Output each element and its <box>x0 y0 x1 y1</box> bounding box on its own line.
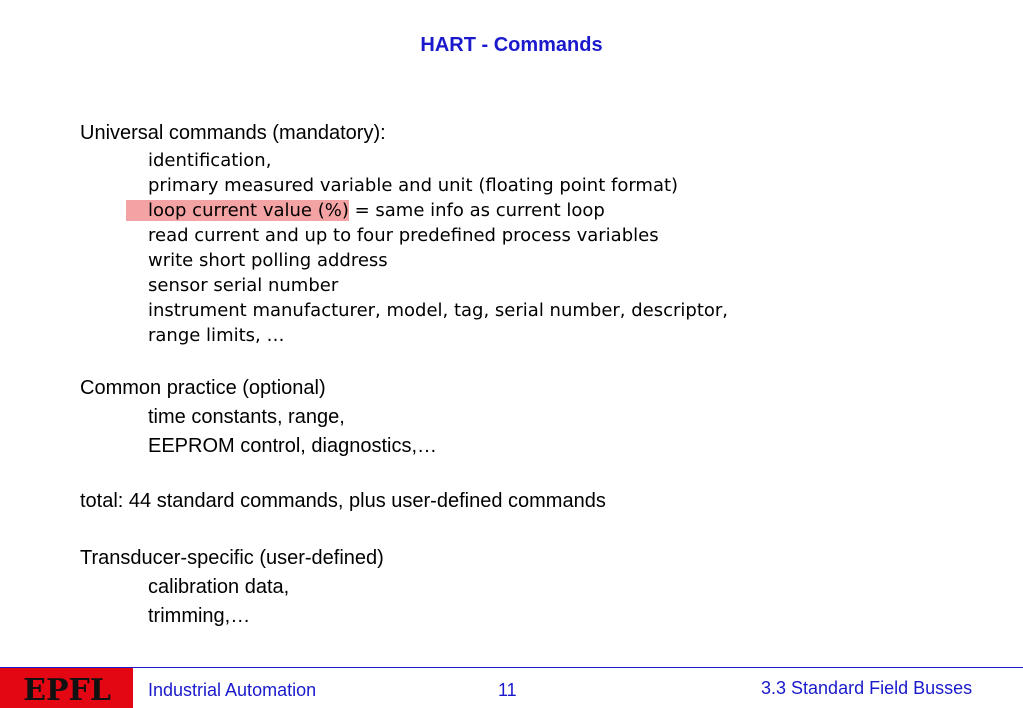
transducer-heading: Transducer-specific (user-defined) <box>80 547 384 569</box>
list-item: identification, <box>148 150 272 171</box>
list-item: EEPROM control, diagnostics,… <box>148 435 437 457</box>
footer-course: Industrial Automation <box>148 680 317 700</box>
list-item: sensor serial number <box>148 275 339 296</box>
list-item: range limits, … <box>148 325 285 346</box>
common-heading: Common practice (optional) <box>80 377 326 399</box>
list-item: primary measured variable and unit (floating point format) <box>148 175 679 196</box>
list-item: read current and up to four predefined process variables <box>148 225 659 246</box>
list-item: calibration data, <box>148 576 290 598</box>
svg-text:EPFL: EPFL <box>22 673 111 708</box>
item-suffix: = same info as current loop <box>348 200 605 221</box>
footer-section: 3.3 Standard Field Busses <box>761 678 973 698</box>
universal-heading: Universal commands (mandatory): <box>80 122 386 144</box>
list-item: write short polling address <box>148 250 388 271</box>
list-item: trimming,… <box>148 605 251 627</box>
total-line: total: 44 standard commands, plus user-defined commands <box>80 490 606 512</box>
slide-title: HART - Commands <box>420 34 603 56</box>
list-item: instrument manufacturer, model, tag, serial number, descriptor, <box>148 300 729 321</box>
highlighted-text: loop current value (%) <box>126 200 349 221</box>
epfl-logo-icon <box>22 670 111 708</box>
list-item: time constants, range, <box>148 406 345 428</box>
epfl-logo <box>0 668 133 708</box>
footer-divider <box>0 667 1023 668</box>
page-number: 11 <box>498 680 517 700</box>
list-item <box>148 200 605 221</box>
